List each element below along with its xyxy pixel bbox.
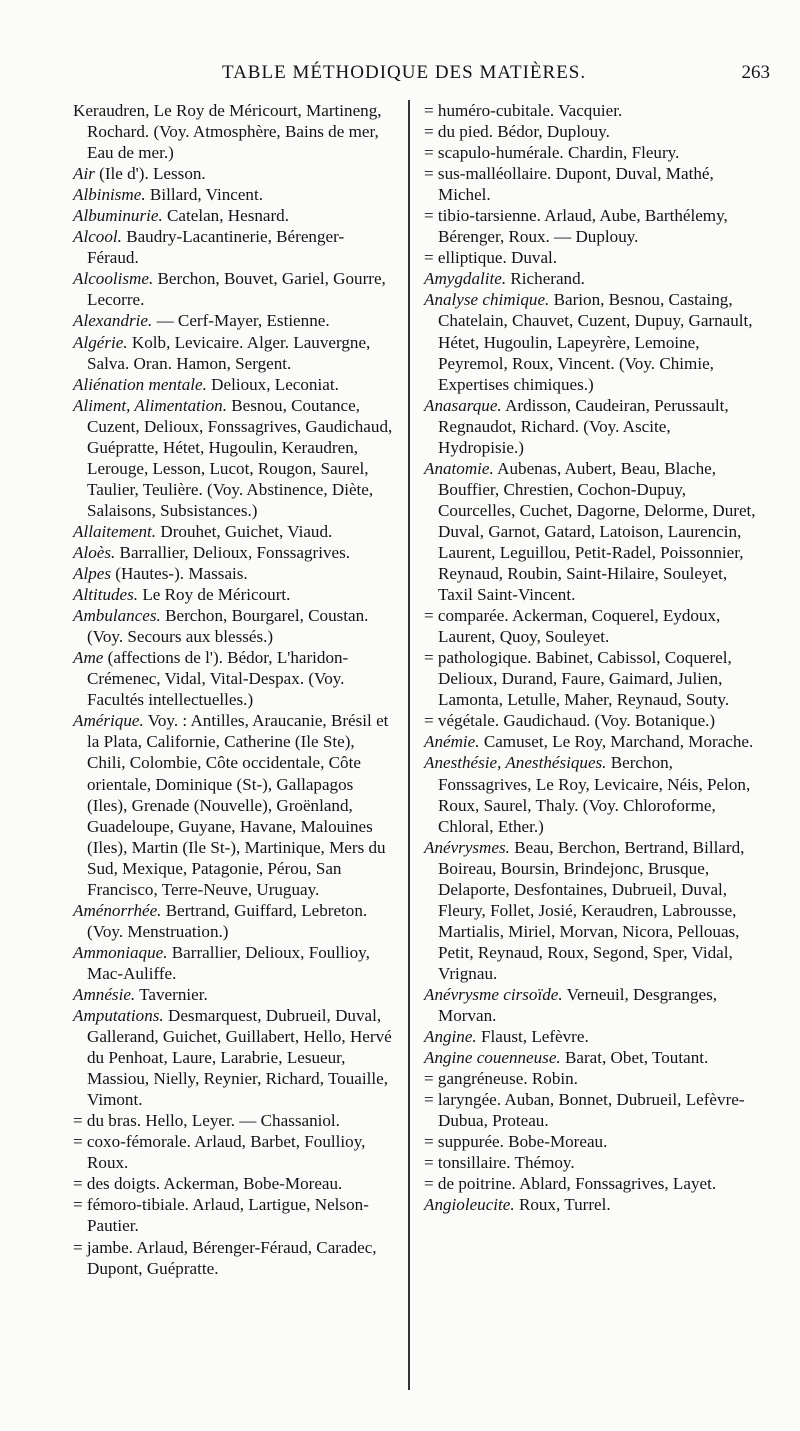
entry-term: Amnésie. — [73, 984, 136, 1004]
entry-term: Ambulances. — [73, 606, 161, 626]
index-entry — [424, 984, 758, 1026]
entry-text: = sus-malléollaire. Dupont, Duval, Mathé, Michel. — [424, 164, 714, 205]
index-entry — [424, 605, 758, 647]
right-column — [424, 100, 758, 1215]
entry-text: Kolb, Levicaire. Alger. Lauvergne, Salva. Oran. Hamon, Sergent. — [87, 332, 371, 373]
index-entry — [73, 647, 395, 710]
entry-text: = coxo-fémorale. Arlaud, Barbet, Foullioy, Roux. — [73, 1132, 366, 1173]
index-entry — [424, 710, 758, 731]
entry-term: Amérique. — [73, 711, 144, 731]
index-entry — [424, 1047, 758, 1068]
page-number: 263 — [741, 62, 770, 83]
entry-text: (Ile d'). Lesson. — [99, 164, 206, 184]
entry-text: = suppurée. Bobe-Moreau. — [424, 1132, 608, 1152]
entry-text: Camuset, Le Roy, Marchand, Morache. — [483, 732, 754, 752]
index-entry — [424, 647, 758, 710]
entry-text: Berchon, Fonssagrives, Le Roy, Levicaire, Néis, Pelon, Roux, Saurel, Thaly. (Voy. Chloroforme, Chloral, Ether.) — [438, 753, 751, 836]
index-entry — [73, 184, 395, 205]
entry-term: Anesthésie, Anesthésiques. — [424, 753, 607, 773]
entry-text: — Cerf-Mayer, Estienne. — [156, 311, 330, 331]
index-entry — [424, 752, 758, 836]
entry-term: Alexandrie. — [73, 311, 153, 331]
entry-text: Desmarquest, Dubrueil, Duval, Gallerand, Guichet, Guillabert, Hello, Hervé du Penhoat, Laure, Larabrie, Lesueur, Massiou, Nielly, Reynier, Richard, Touaille, Vimont. — [87, 1006, 392, 1110]
entry-text: = scapulo-humérale. Chardin, Fleury. — [424, 143, 680, 163]
entry-term: Ame — [73, 648, 104, 668]
index-entry — [73, 1173, 395, 1194]
entry-term: Amputations. — [73, 1006, 164, 1026]
index-entry — [424, 395, 758, 458]
index-entry — [73, 268, 395, 310]
entry-text: = laryngée. Auban, Bonnet, Dubrueil, Lefèvre-Dubua, Proteau. — [424, 1090, 745, 1131]
entry-term: Algérie. — [73, 332, 128, 352]
entry-term: Alcoolisme. — [73, 269, 154, 289]
index-entry — [424, 458, 758, 605]
index-entry — [73, 942, 395, 984]
entry-term: Anatomie. — [424, 458, 494, 478]
index-entry — [73, 332, 395, 374]
entry-term: Altitudes. — [73, 585, 139, 605]
index-entry — [73, 1005, 395, 1110]
entry-text: Keraudren, Le Roy de Méricourt, Martineng, Rochard. (Voy. Atmosphère, Bains de mer, Eau de mer.) — [73, 101, 382, 163]
entry-text: = huméro-cubitale. Vacquier. — [424, 101, 623, 120]
entry-term: Angioleucite. — [424, 1195, 515, 1215]
entry-term: Albuminurie. — [73, 206, 163, 226]
entry-term: Analyse chimique. — [424, 290, 550, 310]
entry-term: Aliment, Alimentation. — [73, 395, 227, 415]
entry-term: Angine. — [424, 1027, 477, 1047]
index-entry — [73, 900, 395, 942]
entry-text: = végétale. Gaudichaud. (Voy. Botanique.) — [424, 711, 716, 731]
entry-text: Catelan, Hesnard. — [167, 206, 290, 226]
running-title: TABLE MÉTHODIQUE DES MATIÈRES. — [222, 62, 587, 83]
index-entry — [73, 1110, 395, 1131]
entry-text: = du pied. Bédor, Duplouy. — [424, 122, 610, 142]
index-entry — [73, 163, 395, 184]
index-entry — [73, 205, 395, 226]
entry-text: Verneuil, Desgranges, Morvan. — [438, 984, 718, 1026]
entry-text: = tibio-tarsienne. Arlaud, Aube, Barthélemy, Bérenger, Roux. — Duplouy. — [424, 206, 728, 247]
entry-text: Roux, Turrel. — [518, 1195, 611, 1215]
entry-text: Barion, Besnou, Castaing, Chatelain, Chauvet, Cuzent, Dupuy, Garnault, Hétet, Hugoulin, Lapeyrère, Lemoine, Peyremol, Roux, Vincent. (Voy. Chimie, Expertises chimiques.) — [438, 290, 753, 394]
index-entry — [424, 837, 758, 984]
index-entry — [73, 710, 395, 899]
entry-text: = gangréneuse. Robin. — [424, 1069, 578, 1089]
index-entry — [73, 605, 395, 647]
entry-text: Baudry-Lacantinerie, Bérenger-Féraud. — [87, 227, 345, 268]
entry-text: Barat, Obet, Toutant. — [564, 1048, 709, 1068]
index-entry — [73, 1237, 395, 1279]
entry-text: = des doigts. Ackerman, Bobe-Moreau. — [73, 1174, 343, 1194]
index-entry — [424, 142, 758, 163]
index-entry — [73, 226, 395, 268]
index-entry — [424, 731, 758, 752]
entry-text: Delioux, Leconiat. — [211, 374, 339, 394]
index-entry — [73, 374, 395, 395]
index-entry — [73, 521, 395, 542]
entry-term: Aliénation mentale. — [73, 374, 207, 394]
entry-text: Voy. : Antilles, Araucanie, Brésil et la Plata, Californie, Catherine (Ile Ste), Chili, Colombie, Côte occidentale, Côte orientale, Dominique (St-), Gallapagos (Iles), Grenade (Nouvelle), Groënland, Guadeloupe, Guyane, Havane, Malouines (Iles), Martin (Ile St-), Martinique, Mers du Sud, Mexique, Patagonie, Pérou, San Francisco, Terre-Neuve, Uruguay. — [87, 711, 389, 899]
index-entry — [424, 1131, 758, 1152]
index-entry — [73, 100, 395, 163]
entry-term: Air — [73, 164, 95, 184]
entry-text: Aubenas, Aubert, Beau, Blache, Bouffier, Chrestien, Cochon-Dupuy, Courcelles, Cuchet, Dagorne, Delorme, Duret, Duval, Garnot, Gatard, Latoison, Laurencin, Laurent, Leguillou, Petit-Radel, Poissonnier, Reynaud, Roubin, Saint-Hilaire, Souleyet, Taxil Saint-Vincent. — [438, 458, 756, 605]
entry-term: Aloès. — [73, 542, 116, 562]
index-entry — [424, 1068, 758, 1089]
index-entry — [73, 1194, 395, 1236]
index-entry — [73, 584, 395, 605]
entry-text: = du bras. Hello, Leyer. — Chassaniol. — [73, 1111, 340, 1131]
entry-term: Alcool. — [73, 227, 122, 247]
index-entry — [424, 1026, 758, 1047]
entry-text: Besnou, Coutance, Cuzent, Delioux, Fonssagrives, Gaudichaud, Guépratte, Hétet, Hugoulin, Keraudren, Lerouge, Lesson, Lucot, Rougon, Saurel, Taulier, Teulière. (Voy. Abstinence, Diète, Salaisons, Subsistances.) — [87, 395, 393, 520]
entry-text: = comparée. Ackerman, Coquerel, Eydoux, Laurent, Quoy, Souleyet. — [424, 606, 721, 647]
index-entry — [424, 163, 758, 205]
entry-term: Aménorrhée. — [73, 900, 162, 920]
entry-term: Anévrysme cirsoïde. — [424, 984, 563, 1004]
entry-text: (affections de l'). Bédor, L'haridon-Crémenec, Vidal, Vital-Despax. (Voy. Facultés intellectuelles.) — [87, 648, 349, 710]
page-header — [72, 62, 770, 92]
entry-text: = pathologique. Babinet, Cabissol, Coquerel, Delioux, Durand, Faure, Gaimard, Julien, Lamonta, Letulle, Maher, Reynaud, Souty. — [424, 648, 732, 710]
entry-text: Berchon, Bourgarel, Coustan. (Voy. Secours aux blessés.) — [87, 606, 369, 647]
index-entry — [424, 100, 758, 121]
index-entry — [424, 247, 758, 268]
index-entry — [424, 289, 758, 394]
entry-text: (Hautes-). Massais. — [115, 564, 248, 584]
entry-text: = de poitrine. Ablard, Fonssagrives, Layet. — [424, 1174, 717, 1194]
entry-text: Ardisson, Caudeiran, Perussault, Regnaudot, Richard. (Voy. Ascite, Hydropisie.) — [438, 395, 729, 457]
entry-text: Bertrand, Guiffard, Lebreton. (Voy. Menstruation.) — [87, 900, 368, 941]
entry-text: Richerand. — [510, 269, 585, 289]
entry-text: = tonsillaire. Thémoy. — [424, 1153, 575, 1173]
entry-text: Beau, Berchon, Bertrand, Billard, Boireau, Boursin, Brindejonc, Brusque, Delaporte, Desfontaines, Dubrueil, Duval, Fleury, Follet, Josié, Keraudren, Labrousse, Martialis, Miriel, Morvan, Nicora, Pellouas, Petit, Reynaud, Roux, Segond, Sper, Vidal, Vrignau. — [438, 837, 745, 983]
entry-term: Anasarque. — [424, 395, 502, 415]
entry-text: = fémoro-tibiale. Arlaud, Lartigue, Nelson-Pautier. — [73, 1195, 369, 1236]
entry-text: Barrallier, Delioux, Fonssagrives. — [119, 542, 351, 562]
entry-text: = jambe. Arlaud, Bérenger-Féraud, Caradec, Dupont, Guépratte. — [73, 1237, 377, 1278]
entry-term: Allaitement. — [73, 521, 157, 541]
entry-term: Amygdalite. — [424, 269, 507, 289]
entry-text: = elliptique. Duval. — [424, 248, 558, 268]
index-entry — [424, 1173, 758, 1194]
entry-text: Tavernier. — [139, 984, 208, 1004]
index-entry — [73, 542, 395, 563]
entry-text: Flaust, Lefèvre. — [480, 1027, 589, 1047]
entry-term: Ammoniaque. — [73, 942, 168, 962]
entry-text: Le Roy de Méricourt. — [142, 585, 291, 605]
index-entry — [73, 1131, 395, 1173]
entry-term: Anémie. — [424, 732, 480, 752]
index-entry — [424, 268, 758, 289]
entry-term: Albinisme. — [73, 185, 146, 205]
index-entry — [424, 1152, 758, 1173]
entry-term: Alpes — [73, 564, 111, 584]
index-entry — [73, 310, 395, 331]
index-entry — [424, 121, 758, 142]
index-entry — [73, 563, 395, 584]
entry-text: Barrallier, Delioux, Foullioy, Mac-Auliffe. — [87, 942, 370, 983]
entry-term: Angine couenneuse. — [424, 1048, 561, 1068]
index-entry — [73, 984, 395, 1005]
column-divider — [408, 100, 410, 1390]
index-entry — [424, 1089, 758, 1131]
index-entry — [424, 205, 758, 247]
entry-text: Billard, Vincent. — [149, 185, 263, 205]
entry-text: Berchon, Bouvet, Gariel, Gourre, Lecorre. — [87, 269, 386, 310]
entry-term: Anévrysmes. — [424, 837, 510, 857]
left-column — [73, 100, 395, 1279]
index-entry — [73, 395, 395, 521]
index-entry — [424, 1194, 758, 1215]
entry-text: Drouhet, Guichet, Viaud. — [160, 521, 333, 541]
